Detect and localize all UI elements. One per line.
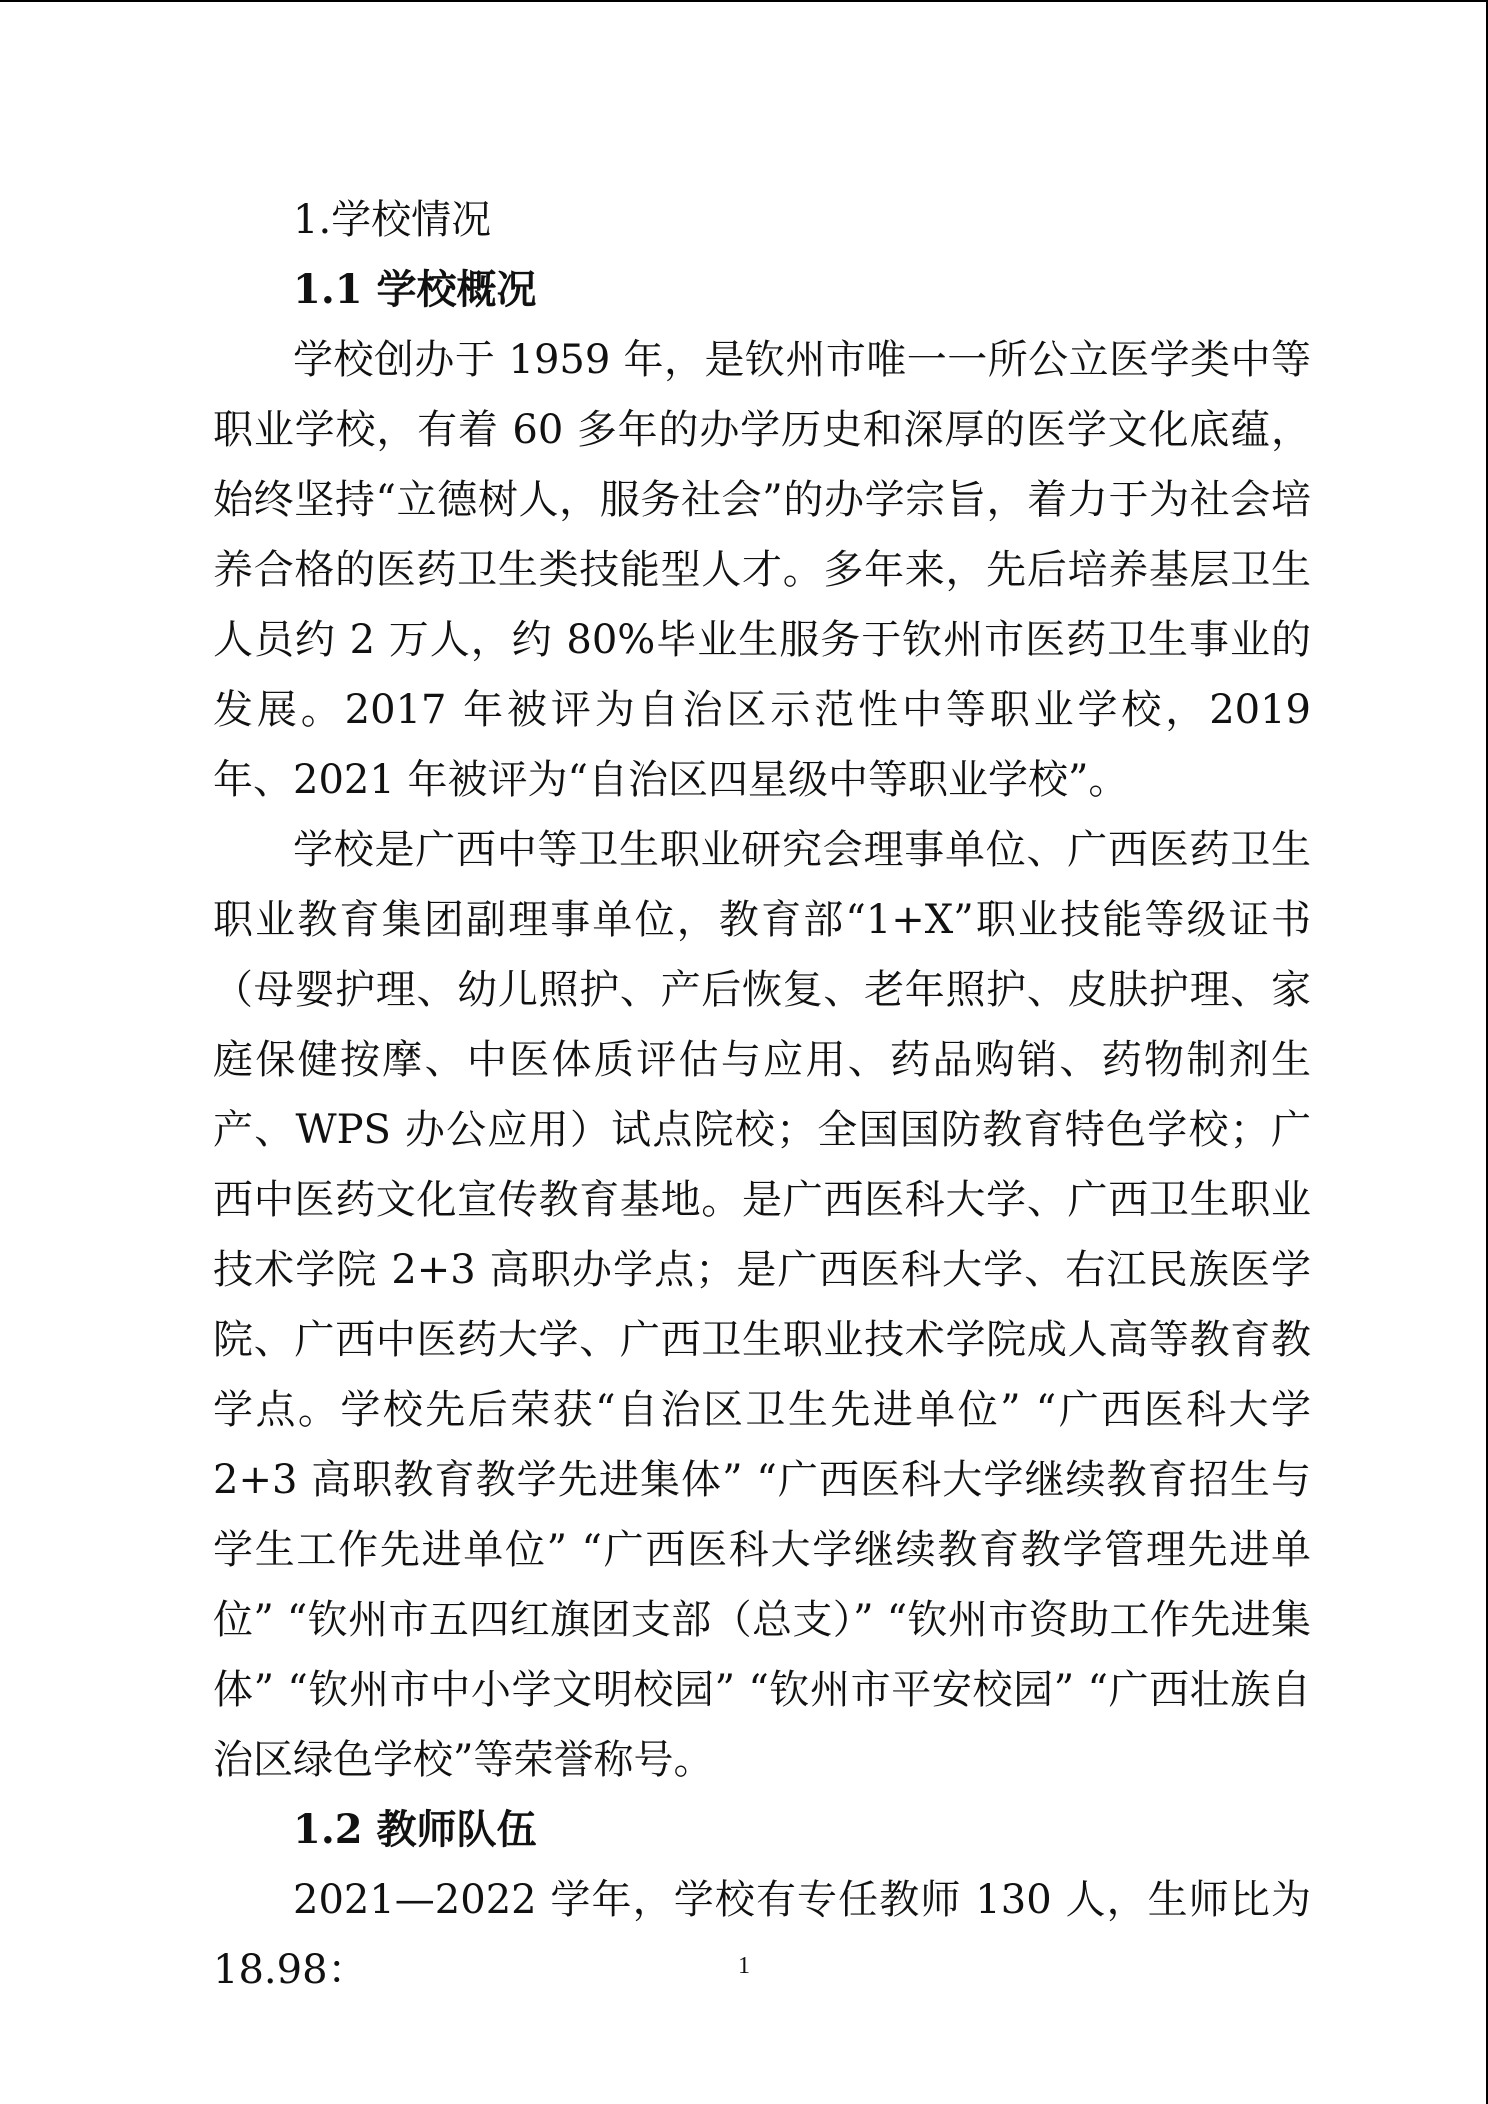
- paragraph-teaching-staff: 2021—2022 学年，学校有专任教师 130 人，生师比为 18.98：: [213, 1877, 1311, 1993]
- paragraph-school-honors: 学校是广西中等卫生职业研究会理事单位、广西医药卫生职业教育集团副理事单位，教育部“1+X”职业技能等级证书（母婴护理、幼儿照护、产后恢复、老年照护、皮肤护理、家庭保健按摩、中医体质评估与应用、药品购销、药物制剂生产、WPS 办公应用）试点院校；全国国防教育特色学校；广西中医药文化宣传教育基地。是广西医科大学、广西卫生职业技术学院 2+3 高职办学点；是广西医科大学、右江民族医学院、广西中医药大学、广西卫生职业技术学院成人高等教育教学点。学校先后荣获“自治区卫生先进单位” “广西医科大学 2+3 高职教育教学先进集体” “广西医科大学继续教育招生与学生工作先进单位” “广西医科大学继续教育教学管理先进单位” “钦州市五四红旗团支部（总支）” “钦州市资助工作先进集体” “钦州市中小学文明校园” “钦州市平安校园” “广西壮族自治区绿色学校”等荣誉称号。: [213, 827, 1311, 1783]
- paragraph-school-history: 学校创办于 1959 年，是钦州市唯一一所公立医学类中等职业学校，有着 60 多年的办学历史和深厚的医学文化底蕴，始终坚持“立德树人，服务社会”的办学宗旨，着力于为社会培养合格的医药卫生类技能型人才。多年来，先后培养基层卫生人员约 2 万人，约 80%毕业生服务于钦州市医药卫生事业的发展。2017 年被评为自治区示范性中等职业学校，2019 年、2021 年被评为“自治区四星级中等职业学校”。: [213, 337, 1311, 803]
- page-top-border: [0, 0, 1488, 2]
- page-number: 1: [738, 1953, 750, 1979]
- section-title: 1.学校情况: [293, 197, 492, 243]
- document-body: [213, 185, 1311, 2005]
- subsection-title-school-overview: 1.1 学校概况: [293, 266, 537, 313]
- subsection-title-teaching-staff: 1.2 教师队伍: [293, 1806, 537, 1853]
